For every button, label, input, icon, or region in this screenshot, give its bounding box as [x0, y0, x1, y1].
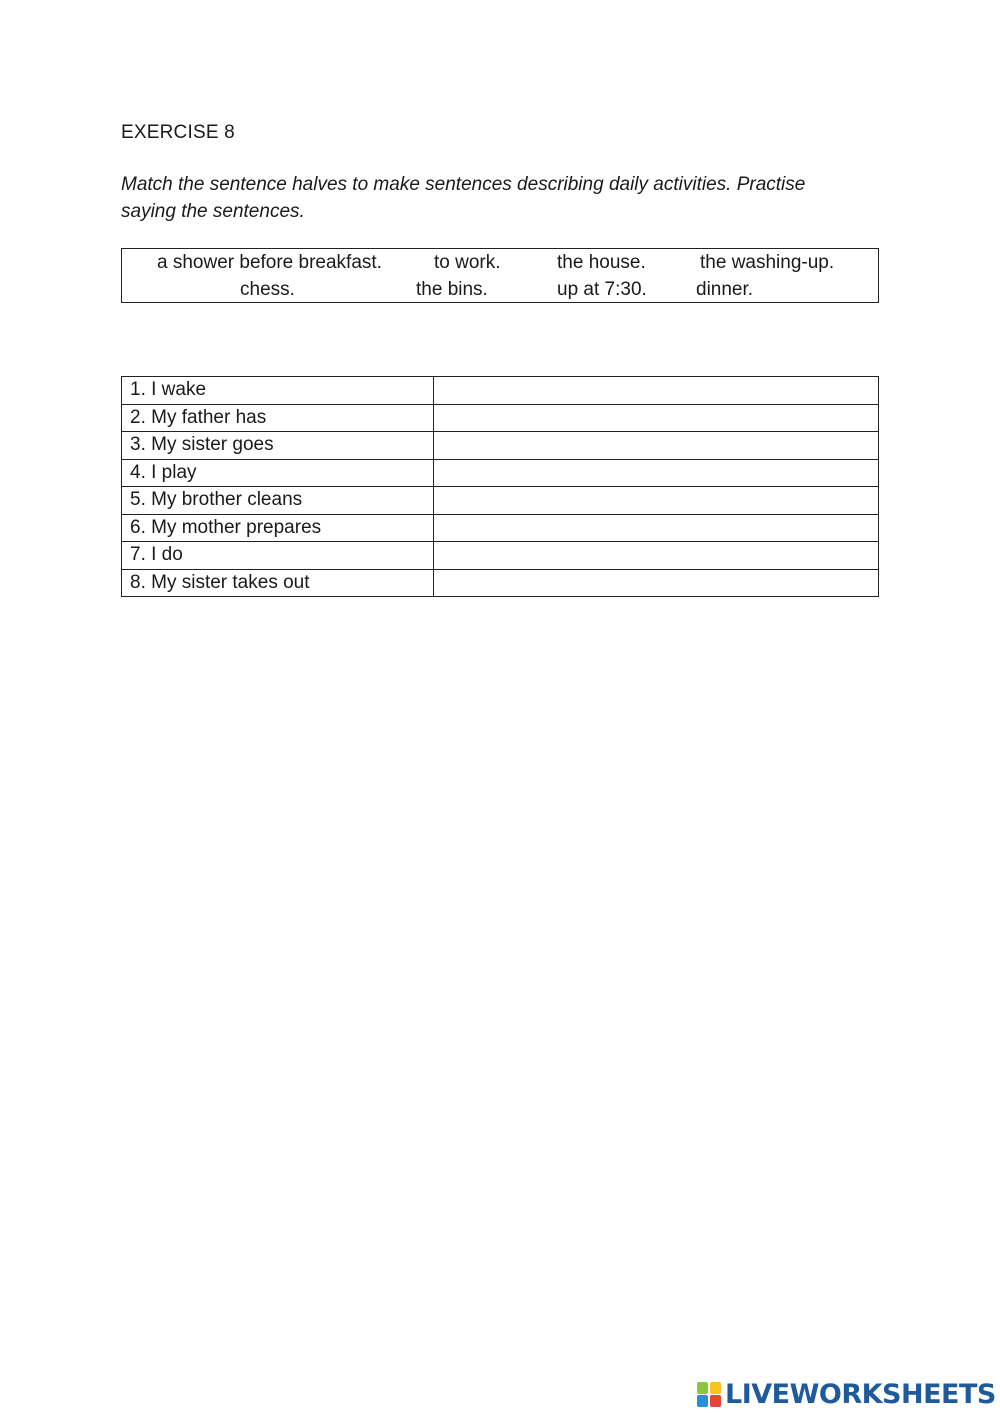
answer-cell[interactable] — [434, 404, 879, 432]
word-bank-item: the bins. — [416, 279, 488, 300]
answer-cell[interactable] — [434, 542, 879, 570]
sentence-start: 4. I play — [122, 459, 434, 487]
matching-table — [121, 376, 879, 597]
answer-cell[interactable] — [434, 459, 879, 487]
word-bank-item: a shower before breakfast. — [157, 252, 382, 273]
table-row — [122, 377, 879, 405]
exercise-title: EXERCISE 8 — [121, 122, 235, 143]
word-bank-item: chess. — [240, 279, 295, 300]
sentence-start: 3. My sister goes — [122, 432, 434, 460]
table-row — [122, 459, 879, 487]
word-bank-item: dinner. — [696, 279, 754, 300]
answer-cell[interactable] — [434, 569, 879, 597]
logo-tile-blue — [697, 1395, 708, 1407]
table-row — [122, 569, 879, 597]
table-row — [122, 514, 879, 542]
logo-tile-green — [697, 1382, 708, 1394]
word-bank — [121, 248, 879, 303]
brand-name: LIVEWORKSHEETS — [725, 1378, 996, 1410]
logo-tile-red — [710, 1395, 721, 1407]
liveworksheets-logo-icon — [697, 1380, 723, 1408]
answer-cell[interactable] — [434, 514, 879, 542]
table-row — [122, 542, 879, 570]
answer-cell[interactable] — [434, 487, 879, 515]
sentence-start: 8. My sister takes out — [122, 569, 434, 597]
sentence-start: 7. I do — [122, 542, 434, 570]
sentence-start: 2. My father has — [122, 404, 434, 432]
table-row — [122, 487, 879, 515]
word-bank-item: the washing-up. — [700, 252, 835, 273]
word-bank-item: the house. — [557, 252, 646, 273]
word-bank-item: up at 7:30. — [557, 279, 647, 300]
word-bank-item: to work. — [434, 252, 501, 273]
sentence-start: 6. My mother prepares — [122, 514, 434, 542]
exercise-instructions: Match the sentence halves to make sentences describing daily activities. Practise saying the sentences. — [121, 174, 806, 222]
answer-cell[interactable] — [434, 377, 879, 405]
table-row — [122, 404, 879, 432]
sentence-start: 1. I wake — [122, 377, 434, 405]
sentence-start: 5. My brother cleans — [122, 487, 434, 515]
logo-tile-yellow — [710, 1382, 721, 1394]
answer-cell[interactable] — [434, 432, 879, 460]
table-row — [122, 432, 879, 460]
liveworksheets-logo[interactable] — [697, 1377, 996, 1411]
